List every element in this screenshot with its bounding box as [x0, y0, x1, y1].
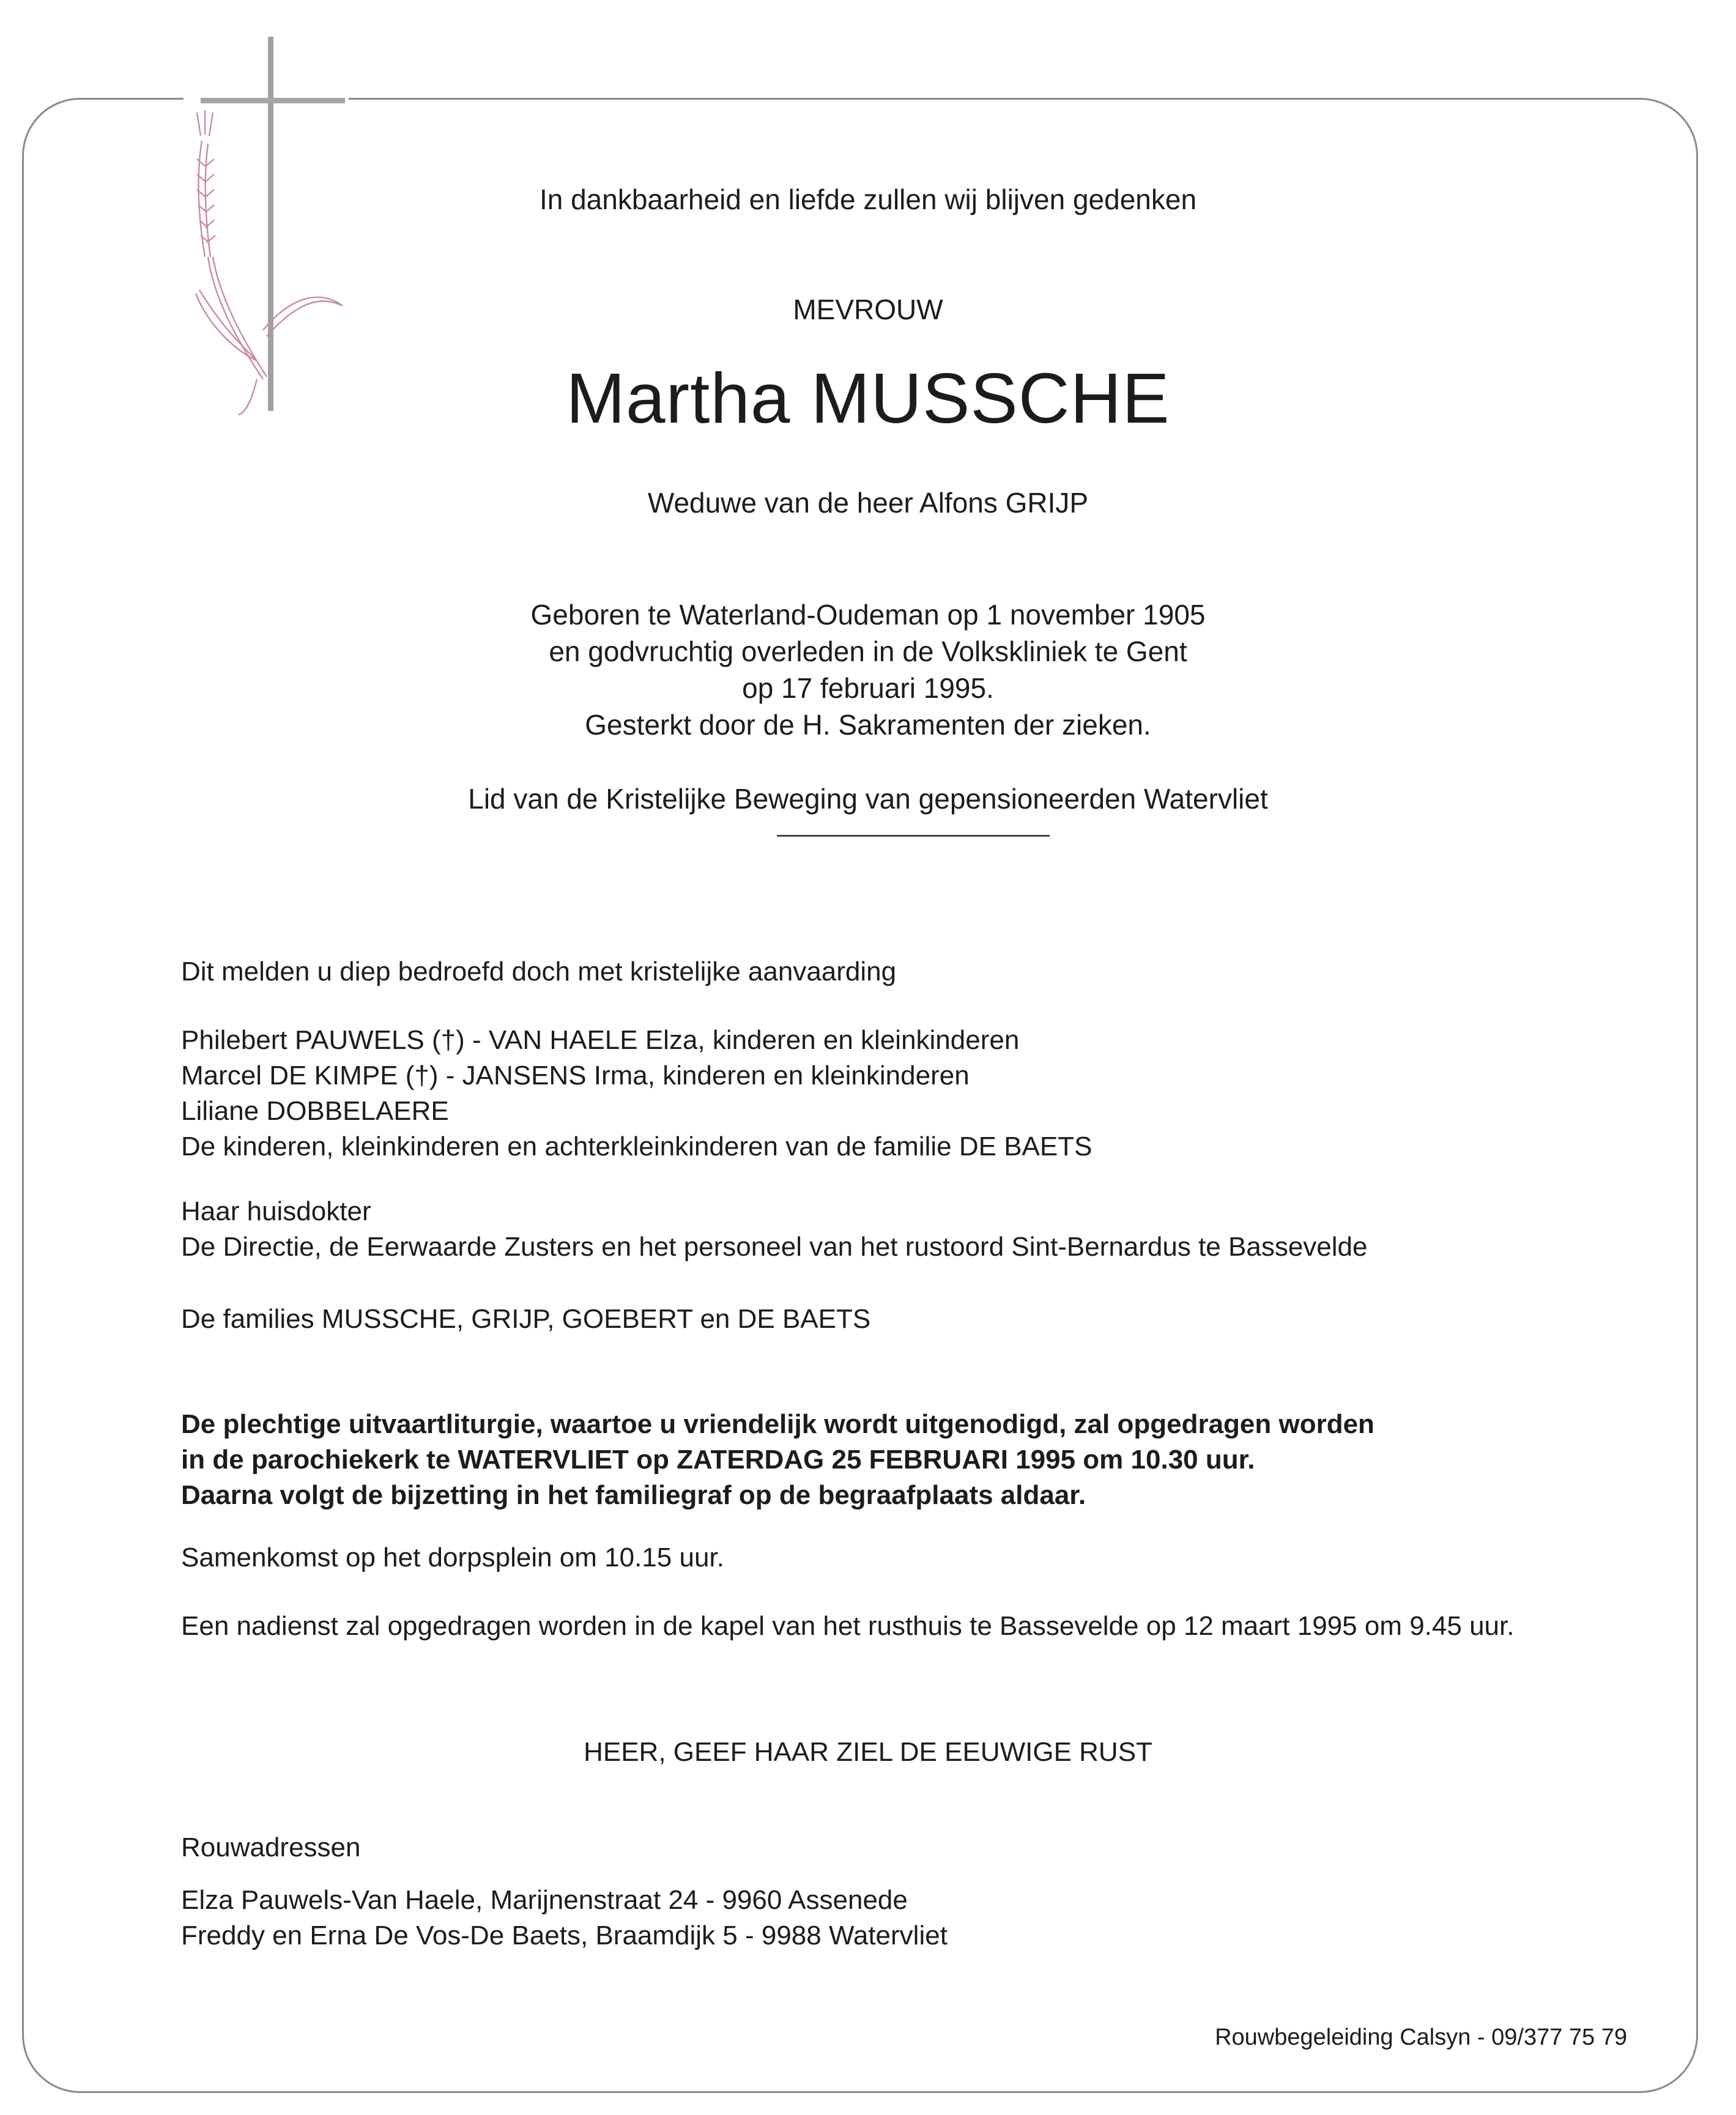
footer-credit: Rouwbegeleiding Calsyn - 09/377 75 79: [1215, 2024, 1627, 2050]
memorial-line: Een nadienst zal opgedragen worden in de kapel van het rusthuis te Bassevelde op 12 maart 1995 om 9.45 uur.: [181, 1611, 1515, 1641]
funeral-notice: [181, 1407, 1661, 1513]
divider: [777, 835, 1050, 837]
funeral-line: Daarna volgt de bijzetting in het familiegraf op de begraafplaats aldaar.: [181, 1480, 1086, 1510]
family-line: Marcel DE KIMPE (†) - JANSENS Irma, kinderen en kleinkinderen: [181, 1061, 970, 1091]
address-list: [181, 1883, 1661, 1954]
funeral-line: in de parochiekerk te WATERVLIET op ZATERDAG 25 FEBRUARI 1995 om 10.30 uur.: [181, 1445, 1255, 1475]
biography-line: Geboren te Waterland-Oudeman op 1 november 1905: [530, 599, 1206, 631]
family-list: [181, 1023, 1661, 1165]
biography-line: op 17 februari 1995.: [742, 672, 994, 704]
announcement-line: Dit melden u diep bedroefd doch met kristelijke aanvaarding: [181, 957, 897, 987]
address-line: Elza Pauwels-Van Haele, Marijnenstraat 24 - 9960 Assenede: [181, 1885, 908, 1915]
biography: [0, 596, 1736, 743]
biography-line: Gesterkt door de H. Sakramenten der zieken.: [585, 709, 1151, 741]
title-prefix: MEVROUW: [793, 294, 943, 325]
gathering-line: Samenkomst op het dorpsplein om 10.15 uur.: [181, 1543, 724, 1572]
funeral-line: De plechtige uitvaartliturgie, waartoe u vriendelijk wordt uitgenodigd, zal opgedragen worden: [181, 1409, 1374, 1439]
membership-line: Lid van de Kristelijke Beweging van gepensioneerden Watervliet: [468, 783, 1268, 815]
address-line: Freddy en Erna De Vos-De Baets, Braamdijk 5 - 9988 Watervliet: [181, 1921, 948, 1950]
deceased-name: Martha MUSSCHE: [566, 358, 1170, 438]
biography-line: en godvruchtig overleden in de Volkskliniek te Gent: [549, 635, 1187, 667]
intro-line: In dankbaarheid en liefde zullen wij blijven gedenken: [539, 183, 1197, 215]
care-list: [181, 1194, 1661, 1265]
families-line: De families MUSSCHE, GRIJP, GOEBERT en DE BAETS: [181, 1304, 871, 1334]
family-line: Philebert PAUWELS (†) - VAN HAELE Elza, kinderen en kleinkinderen: [181, 1025, 1020, 1055]
family-line: Liliane DOBBELAERE: [181, 1096, 449, 1126]
addresses-heading: Rouwadressen: [181, 1832, 361, 1862]
family-line: De kinderen, kleinkinderen en achterkleinkinderen van de familie DE BAETS: [181, 1132, 1092, 1161]
care-line: Haar huisdokter: [181, 1196, 371, 1226]
care-line: De Directie, de Eerwaarde Zusters en het personeel van het rustoord Sint-Bernardus te Bassevelde: [181, 1232, 1368, 1262]
spouse-line: Weduwe van de heer Alfons GRIJP: [647, 487, 1089, 519]
prayer-line: HEER, GEEF HAAR ZIEL DE EEUWIGE RUST: [584, 1737, 1152, 1767]
